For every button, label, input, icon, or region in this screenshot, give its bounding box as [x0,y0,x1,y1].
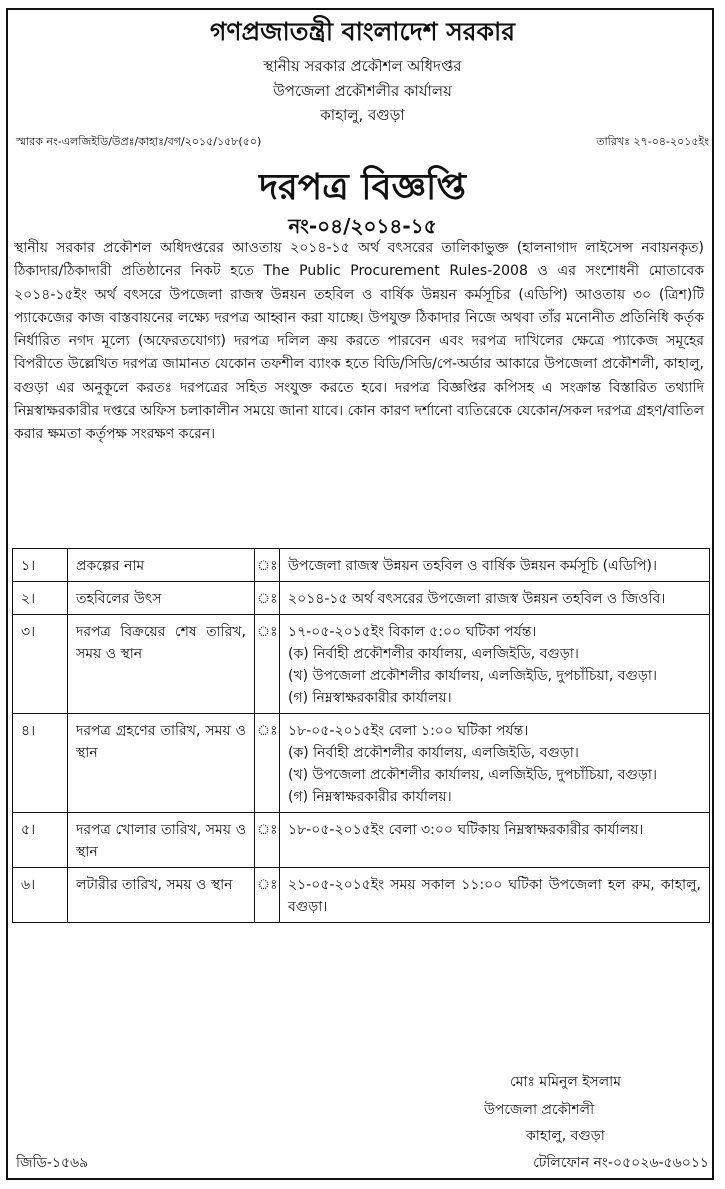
row-colon: ঃ [255,813,280,868]
row-value [280,615,710,714]
row-value-line: ১৭-০৫-২০১৫ইং বিকাল ৫:০০ ঘটিকা পর্যন্ত। [288,624,537,640]
row-value-line: (খ) উপজেলা প্রকৌশলীর কার্যালয়, এলজিইডি, দুপচাঁচিয়া, বগুড়া। [288,767,657,783]
body-paragraph: স্থানীয় সরকার প্রকৌশল অধিদপ্তরের আওতায় ২০১৪-১৫ অর্থ বৎসরের তালিকাভুক্ত (হালনাগাদ লাইসেন্স নবায়নকৃত) ঠিকাদার/ঠিকাদারী প্রতিষ্ঠানের নিকট হতে The Public Procurement Rules-2008 ও এর সংশোধনী মোতাবেক ২০১৪-১৫ইং অর্থ বৎসরে উপজেলা রাজস্ব উন্নয়ন তহবিল ও বার্ষিক উন্নয়ন কর্মসূচির (এডিপি) আওতায় ৩০ (ত্রিশ)টি প্যাকেজের কাজ বাস্তবায়নের লক্ষ্যে দরপত্র আহ্বান করা যাচ্ছে। উপযুক্ত ঠিকাদার নিজে অথবা তাঁর মনোনীত প্রতিনিধি কর্তৃক নির্ধারিত নগদ মূল্যে (অফেরতযোগ্য) দরপত্র দলিল ক্রয় করতে পারবেন এবং দরপত্র দাখিলের ক্ষেত্রে প্যাকেজ সমূহের বিপরীতে উল্লেখিত দরপত্র জামানত যেকোন তফশীল ব্যাংক হতে বিডি/সিডি/পে-অর্ডার আকারে উপজেলা প্রকৌশলী, কাহালু, বগুড়া এর অনুকূলে করতঃ দরপত্রের সহিত সংযুক্ত করতে হবে। দরপত্র বিজ্ঞপ্তির কপিসহ এ সংক্রান্ত বিস্তারিত তথ্যাদি নিম্নস্বাক্ষরকারীর দপ্তরে অফিস চলাকালীন সময়ে জানা যাবে। কোন কারণ দর্শানো ব্যতিরেকে যেকোন/সকল দরপত্র গ্রহণ/বাতিল করার ক্ষমতা কর্তৃপক্ষ সংরক্ষণ করেন। [14,240,704,443]
row-value [280,582,710,615]
row-colon: ঃ [255,582,280,615]
row-number: ৬। [13,868,68,923]
row-value-line: (গ) নিম্নস্বাক্ষরকারীর কার্যালয়। [288,789,452,805]
row-value-line: (ক) নির্বাহী প্রকৌশলীর কার্যালয়, এলজিইডি, বগুড়া। [288,646,579,662]
row-colon: ঃ [255,868,280,923]
notice-number: নং-০৪/২০১৪-১৫ [288,214,437,238]
row-value [280,714,710,813]
table-row [13,549,710,582]
row-colon: ঃ [255,714,280,813]
row-number: ৫। [13,813,68,868]
signatory-place: কাহালু, বগুড়া [526,1128,605,1144]
table-row [13,813,710,868]
row-value-line: উপজেলা রাজস্ব উন্নয়ন তহবিল ও বার্ষিক উন্নয়ন কর্মসূচি (এডিপি)। [288,558,657,574]
row-label: দরপত্র বিক্রয়ের শেষ তারিখ, সময় ও স্থান [68,615,255,714]
row-colon: ঃ [255,549,280,582]
table-row [13,868,710,923]
row-value-line: ১৮-০৫-২০১৫ইং বেলা ৩:০০ ঘটিকায় নিম্নস্বাক্ষরকারীর কার্যালয়। [288,822,644,838]
notice-title: দরপত্র বিজ্ঞপ্তি [259,167,466,208]
row-number: ৩। [13,615,68,714]
signatory-designation: উপজেলা প্রকৌশলী [484,1102,595,1118]
row-label: লটারীর তারিখ, সময় ও স্থান [68,868,255,923]
signatory-name: মোঃ মমিনুল ইসলাম [510,1074,622,1090]
government-heading: গণপ্রজাতন্ত্রী বাংলাদেশ সরকার [210,17,515,46]
row-number: ২। [13,582,68,615]
table-row [13,615,710,714]
notice-body [14,237,704,447]
row-label: দরপত্র গ্রহণের তারিখ, সময় ও স্থান [68,714,255,813]
gd-number: জিডি-১৫৬৯ [16,1155,89,1171]
row-value [280,549,710,582]
row-value-line: ২১-০৫-২০১৫ইং সময় সকাল ১১:০০ ঘটিকা উপজেলা হল রুম, কাহালু, বগুড়া। [288,877,701,915]
row-value-line: (ক) নির্বাহী প্রকৌশলীর কার্যালয়, এলজিইডি, বগুড়া। [288,745,579,761]
tender-details-table [12,548,710,923]
row-value-line: (খ) উপজেলা প্রকৌশলীর কার্যালয়, এলজিইডি, দুপচাঁচিয়া, বগুড়া। [288,668,657,684]
row-value-line: ১৮-০৫-২০১৫ইং বেলা ১:০০ ঘটিকা পর্যন্ত। [288,723,529,739]
table-row [13,582,710,615]
memo-date: তারিখঃ ২৭-০৪-২০১৫ইং [596,135,709,148]
memo-reference: স্মারক নং-এলজিইডি/উপ্রঃ/কাহাঃ/বগ/২০১৫/১৫৮(৫০) [16,135,262,148]
row-value [280,868,710,923]
row-value [280,813,710,868]
office-heading: উপজেলা প্রকৌশলীর কার্যালয় [273,82,452,100]
row-number: ৪। [13,714,68,813]
row-colon: ঃ [255,615,280,714]
row-number: ১। [13,549,68,582]
row-value-line: (গ) নিম্নস্বাক্ষরকারীর কার্যালয়। [288,690,452,706]
telephone-number: টেলিফোন নং-০৫০২৬-৫৬০১১ [533,1155,709,1171]
table-row [13,714,710,813]
row-value-line: ২০১৪-১৫ অর্থ বৎসরের উপজেলা রাজস্ব উন্নয়ন তহবিল ও জিওবি। [288,591,666,607]
row-label: তহবিলের উৎস [68,582,255,615]
row-label: প্রকল্পের নাম [68,549,255,582]
location-heading: কাহালু, বগুড়া [320,106,405,124]
department-heading: স্থানীয় সরকার প্রকৌশল অধিদপ্তর [263,57,462,75]
row-label: দরপত্র খোলার তারিখ, সময় ও স্থান [68,813,255,868]
